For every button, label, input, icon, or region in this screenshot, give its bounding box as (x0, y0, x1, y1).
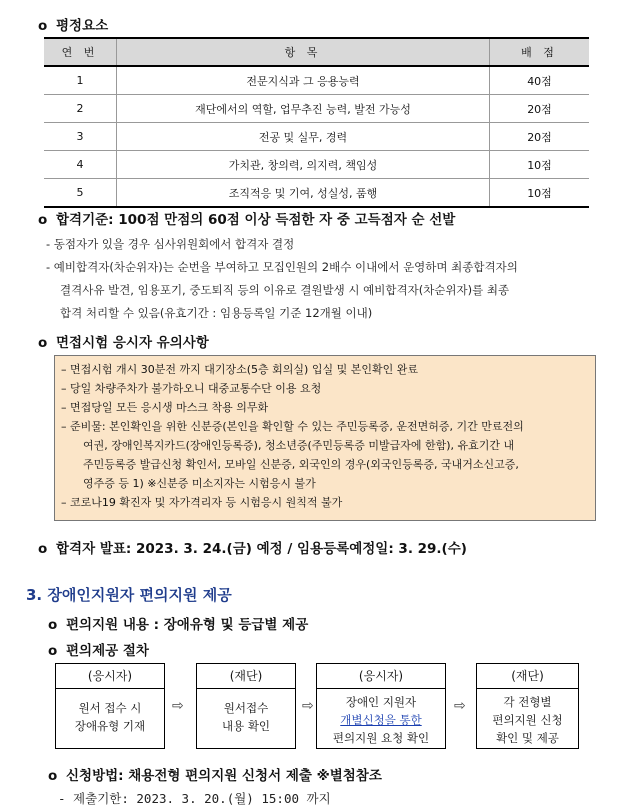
table-cell: 조직적응 및 기여, 성실성, 품행 (117, 179, 490, 208)
bullet: o (38, 212, 48, 228)
arrow-right-icon: ⇨ (302, 698, 314, 714)
flow-step-line: 편의지원 신청 (492, 713, 563, 727)
table-cell: 가치관, 창의력, 의지력, 책임성 (117, 151, 490, 179)
section-announcement: o 합격자 발표: 2023. 3. 24.(금) 예정 / 임용등록예정일: 3. 29.(수) (38, 541, 467, 557)
box-line: 주민등록증 발급신청 확인서, 모바일 신분증, 외국인의 경우(외국인등록증, 국내거소신고증, (83, 458, 519, 471)
section-scoring-title: o 평정요소 (38, 18, 109, 34)
section-application-method: o 신청방법: 채용전형 편의지원 신청서 제출 ※별첨참조 (48, 768, 382, 784)
note-line: 결격사유 발견, 임용포기, 중도퇴직 등의 이유로 결원발생 시 예비합격자(차순위자)를 최종 (60, 283, 510, 297)
box-line: – 면접당일 모든 응시생 마스크 착용 의무화 (61, 401, 269, 414)
flow-step-line: 내용 확인 (221, 719, 271, 733)
table-cell: 20점 (490, 123, 590, 151)
table-cell: 5 (44, 179, 117, 208)
bullet: o (48, 643, 58, 659)
flow-step-line: 장애유형 기재 (74, 719, 146, 733)
note-line: - 동점자가 있을 경우 심사위원회에서 합격자 결정 (46, 237, 295, 251)
flow-step-3 (316, 663, 446, 749)
box-line: – 준비물: 본인확인을 위한 신분증(본인을 확인할 수 있는 주민등록증, 운전면허증, 기간 만료전의 (61, 420, 524, 433)
flow-step-head: (재단) (197, 664, 295, 689)
table-cell: 40점 (490, 66, 590, 95)
section-procedure-title: o 편의제공 절차 (48, 643, 149, 659)
bullet: o (38, 18, 48, 34)
flow-step-line (317, 711, 445, 729)
table-cell: 전공 및 실무, 경력 (117, 123, 490, 151)
table-cell: 10점 (490, 151, 590, 179)
flow-step-line: 확인 및 제공 (496, 731, 559, 745)
table-header-row (44, 38, 589, 66)
section-pass-criteria-title: o 합격기준: 100점 만점의 60점 이상 득점한 자 중 고득점자 순 선발 (38, 212, 456, 228)
flow-step-head: (응시자) (317, 664, 445, 689)
bullet: o (48, 768, 58, 784)
bullet: o (48, 617, 58, 633)
flow-step-line: 편의지원 요청 확인 (332, 731, 430, 745)
flow-step-1 (55, 663, 165, 749)
note-line: 합격 처리할 수 있음(유효기간 : 임용등록일 기준 12개월 이내) (60, 306, 373, 320)
flow-step-line: 원서 접수 시 (78, 701, 142, 715)
heading-disability-support: 3. 장애인지원자 편의지원 제공 (26, 586, 232, 604)
box-line: 영주증 등 1) ※신분증 미소지자는 시험응시 불가 (83, 477, 316, 490)
section-interview-notes-title: o 면접시험 응시자 유의사항 (38, 335, 209, 351)
arrow-right-icon: ⇨ (172, 698, 184, 714)
bullet: o (38, 541, 48, 557)
flow-step-4 (476, 663, 579, 749)
table-cell: 2 (44, 95, 117, 123)
table-row (44, 95, 589, 123)
flow-step-2 (196, 663, 296, 749)
individual-application-link[interactable]: 개별신청을 통한 (340, 713, 422, 727)
table-row (44, 179, 589, 208)
flow-step-line: 장애인 지원자 (345, 695, 417, 709)
interview-notes-box (54, 355, 596, 521)
table-cell: 20점 (490, 95, 590, 123)
deadline-text: - 제출기한: 2023. 3. 20.(월) 15:00 까지 (58, 791, 331, 806)
header-score: 배 점 (490, 38, 590, 66)
table-cell: 1 (44, 66, 117, 95)
table-row (44, 66, 589, 95)
table-cell: 전문지식과 그 응용능력 (117, 66, 490, 95)
flow-step-head: (재단) (477, 664, 578, 689)
bullet: o (38, 335, 48, 351)
arrow-right-icon: ⇨ (454, 698, 466, 714)
header-item: 항 목 (117, 38, 490, 66)
table-cell: 3 (44, 123, 117, 151)
header-number: 연 번 (44, 38, 117, 66)
flow-step-line: 원서접수 (223, 701, 269, 715)
box-line: – 코로나19 확진자 및 자가격리자 등 시험응시 원칙적 불가 (61, 496, 343, 509)
box-line: – 면접시험 개시 30분전 까지 대기장소(5층 회의실) 입실 및 본인확인 완료 (61, 363, 418, 376)
table-row (44, 151, 589, 179)
flow-step-head: (응시자) (56, 664, 164, 689)
scoring-table (44, 37, 589, 208)
box-line: 여권, 장애인복지카드(장애인등록증), 청소년증(주민등록증 미발급자에 한함), 유효기간 내 (83, 439, 515, 452)
table-row (44, 123, 589, 151)
note-line: - 예비합격자(차순위자)는 순번을 부여하고 모집인원의 2배수 이내에서 운영하며 최종합격자의 (46, 260, 518, 274)
section-support-content: o 편의지원 내용 : 장애유형 및 등급별 제공 (48, 617, 309, 633)
table-cell: 재단에서의 역할, 업무추진 능력, 발전 가능성 (117, 95, 490, 123)
flow-step-line: 각 전형별 (503, 695, 552, 709)
table-cell: 4 (44, 151, 117, 179)
box-line: – 당일 차량주차가 불가하오니 대중교통수단 이용 요청 (61, 382, 322, 395)
table-cell: 10점 (490, 179, 590, 208)
